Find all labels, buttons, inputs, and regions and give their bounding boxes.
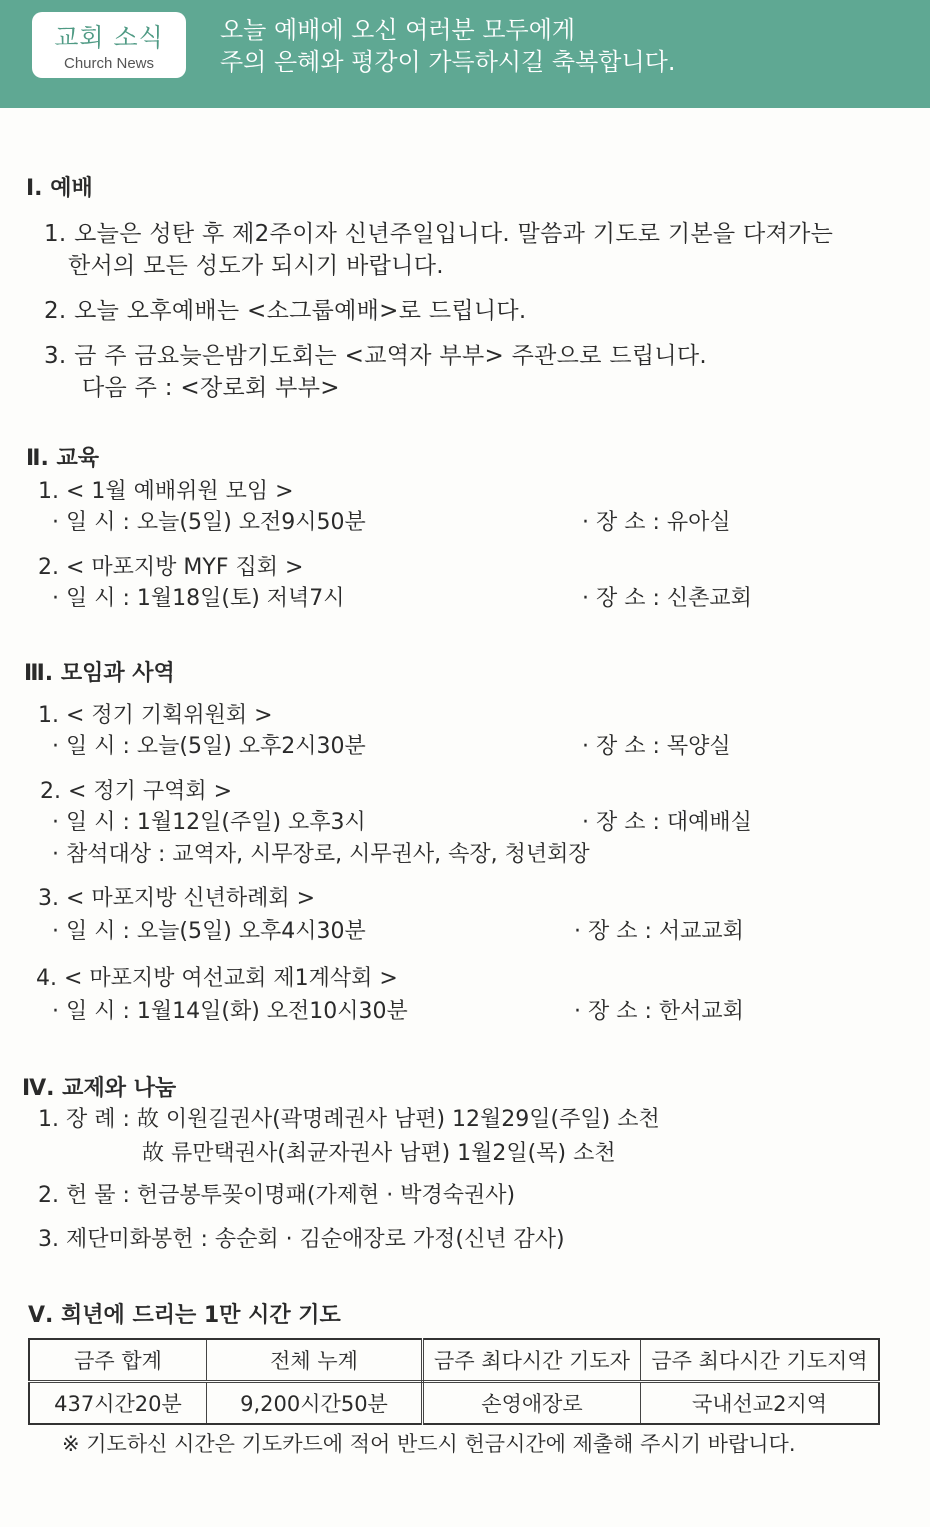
s2-item-2-time: · 일 시 : 1월18일(토) 저녁7시	[52, 586, 345, 611]
table-cell: 손영애장로	[423, 1382, 641, 1425]
table-header-cell: 금주 최다시간 기도자	[423, 1339, 641, 1382]
s3-item-2-place: · 장 소 : 대예배실	[582, 810, 752, 835]
s4-item-2: 2. 헌 물 : 헌금봉투꽂이명패(가제현 · 박경숙권사)	[38, 1183, 516, 1208]
s1-item-1-line-2: 한서의 모든 성도가 되시기 바랍니다.	[68, 253, 444, 279]
s1-item-2: 2. 오늘 오후예배는 <소그룹예배>로 드립니다.	[44, 298, 527, 324]
s3-item-4-place: · 장 소 : 한서교회	[574, 999, 744, 1024]
s2-item-1-time: · 일 시 : 오늘(5일) 오전9시50분	[52, 510, 366, 535]
greeting	[220, 14, 675, 78]
table-header-cell: 금주 합계	[29, 1339, 207, 1382]
s2-item-1: 1. < 1월 예배위원 모임 >	[38, 479, 294, 504]
s2-item-1-place: · 장 소 : 유아실	[582, 510, 731, 535]
table-cell: 국내선교2지역	[641, 1382, 880, 1425]
s3-item-1-time: · 일 시 : 오늘(5일) 오후2시30분	[52, 734, 366, 759]
s3-item-2-attendees: · 참석대상 : 교역자, 시무장로, 시무권사, 속장, 청년회장	[52, 842, 590, 867]
table-row	[29, 1382, 879, 1425]
prayer-note: ※ 기도하신 시간은 기도카드에 적어 반드시 헌금시간에 제출해 주시기 바랍니다.	[62, 1432, 796, 1456]
s3-item-4: 4. < 마포지방 여선교회 제1계삭회 >	[36, 966, 398, 991]
section-5-title: Ⅴ. 희년에 드리는 1만 시간 기도	[28, 1303, 341, 1328]
s3-item-3: 3. < 마포지방 신년하례회 >	[38, 886, 316, 911]
church-news-badge	[32, 12, 186, 78]
section-3-title: Ⅲ. 모임과 사역	[24, 661, 175, 686]
table-header-cell: 전체 누계	[207, 1339, 423, 1382]
greeting-line-1: 오늘 예배에 오신 여러분 모두에게	[220, 16, 576, 44]
header-bar	[0, 0, 930, 108]
s1-item-3-line-2: 다음 주 : <장로회 부부>	[82, 375, 340, 401]
s2-item-2: 2. < 마포지방 MYF 집회 >	[38, 555, 304, 580]
s1-item-3-line-1: 3. 금 주 금요늦은밤기도회는 <교역자 부부> 주관으로 드립니다.	[44, 343, 708, 369]
section-2-title: Ⅱ. 교육	[26, 446, 100, 471]
s4-item-1-line-2: 故 류만택권사(최균자권사 남편) 1월2일(목) 소천	[142, 1141, 616, 1166]
badge-title: 교회 소식	[54, 23, 164, 52]
s3-item-4-time: · 일 시 : 1월14일(화) 오전10시30분	[52, 999, 408, 1024]
s4-item-1-line-1: 1. 장 례 : 故 이원길권사(곽명례권사 남편) 12월29일(주일) 소천	[38, 1107, 660, 1132]
table-header-row	[29, 1339, 879, 1382]
s1-item-1-line-1: 1. 오늘은 성탄 후 제2주이자 신년주일입니다. 말씀과 기도로 기본을 다져가는	[44, 221, 834, 247]
greeting-line-2: 주의 은혜와 평강이 가득하시길 축복합니다.	[220, 48, 676, 76]
s3-item-2: 2. < 정기 구역회 >	[40, 779, 233, 804]
s3-item-3-time: · 일 시 : 오늘(5일) 오후4시30분	[52, 919, 366, 944]
s3-item-3-place: · 장 소 : 서교교회	[574, 919, 744, 944]
section-4-title: Ⅳ. 교제와 나눔	[22, 1076, 177, 1101]
prayer-hours-table	[28, 1338, 880, 1425]
s2-item-2-place: · 장 소 : 신촌교회	[582, 586, 752, 611]
table-cell: 437시간20분	[29, 1382, 207, 1425]
s3-item-2-time: · 일 시 : 1월12일(주일) 오후3시	[52, 810, 366, 835]
section-1-title: Ⅰ. 예배	[26, 176, 93, 201]
s3-item-1: 1. < 정기 기획위원회 >	[38, 703, 273, 728]
table-cell: 9,200시간50분	[207, 1382, 423, 1425]
badge-subtitle: Church News	[63, 55, 155, 72]
s3-item-1-place: · 장 소 : 목양실	[582, 734, 731, 759]
s4-item-3: 3. 제단미화봉헌 : 송순회 · 김순애장로 가정(신년 감사)	[38, 1227, 565, 1252]
table-header-cell: 금주 최다시간 기도지역	[641, 1339, 880, 1382]
